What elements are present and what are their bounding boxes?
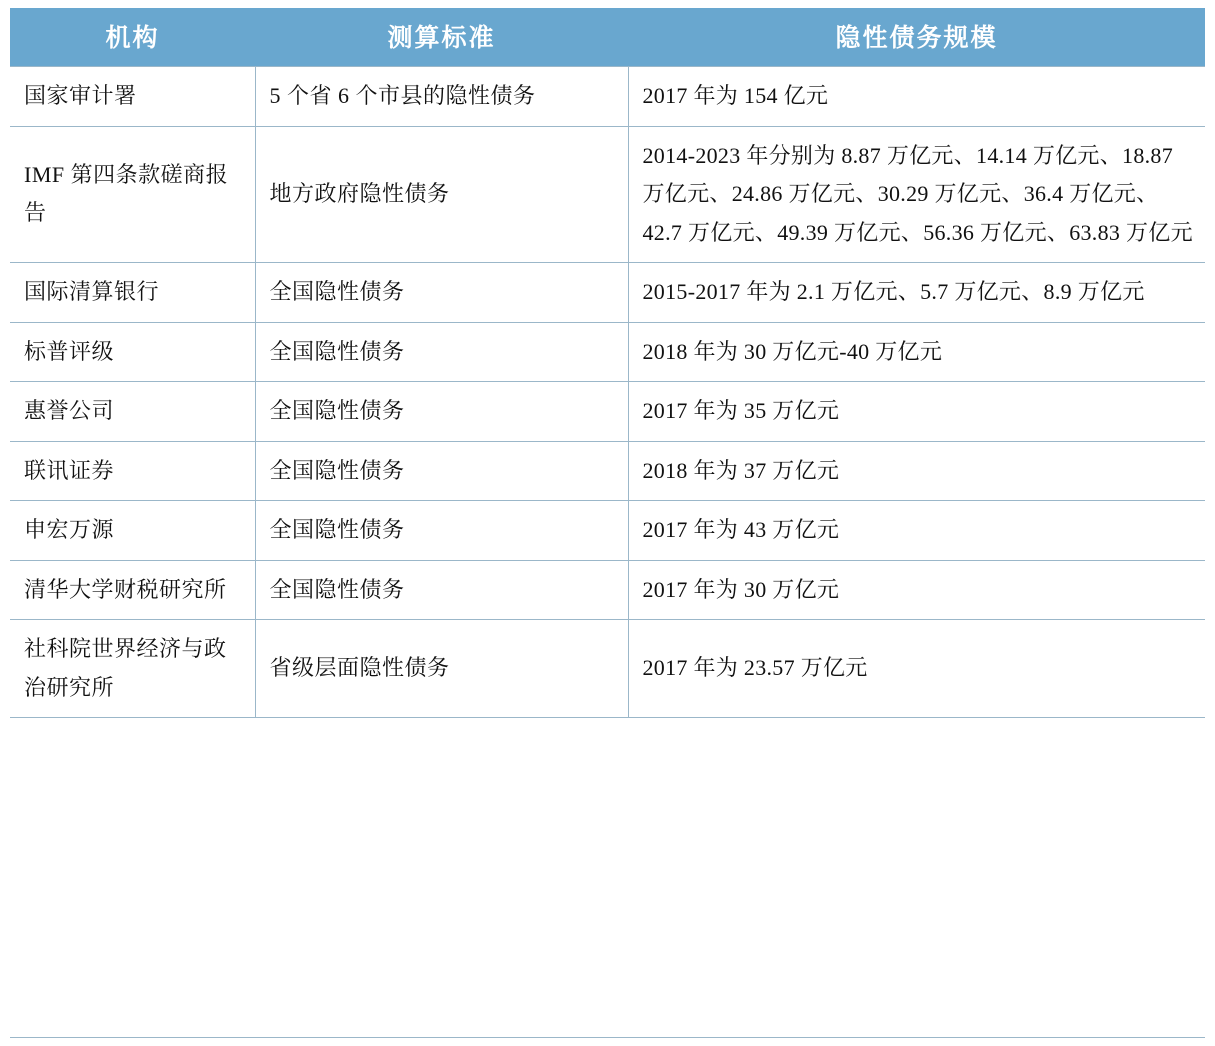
table-row (10, 501, 1205, 561)
cell-standard: 地方政府隐性债务 (255, 126, 628, 263)
column-header-scale: 隐性债务规模 (628, 8, 1205, 67)
cell-organization: 申宏万源 (10, 501, 255, 561)
bottom-divider (10, 1037, 1205, 1038)
cell-standard: 5 个省 6 个市县的隐性债务 (255, 67, 628, 127)
table-body (10, 67, 1205, 718)
cell-standard: 全国隐性债务 (255, 441, 628, 501)
cell-scale: 2018 年为 30 万亿元-40 万亿元 (628, 322, 1205, 382)
table-row (10, 620, 1205, 718)
cell-standard: 全国隐性债务 (255, 560, 628, 620)
table-row (10, 322, 1205, 382)
column-header-standard: 测算标准 (255, 8, 628, 67)
table-row (10, 382, 1205, 442)
cell-standard: 省级层面隐性债务 (255, 620, 628, 718)
cell-scale: 2017 年为 35 万亿元 (628, 382, 1205, 442)
cell-scale: 2018 年为 37 万亿元 (628, 441, 1205, 501)
cell-standard: 全国隐性债务 (255, 263, 628, 323)
cell-scale: 2015-2017 年为 2.1 万亿元、5.7 万亿元、8.9 万亿元 (628, 263, 1205, 323)
table-row (10, 560, 1205, 620)
table-header-row (10, 8, 1205, 67)
cell-organization: 清华大学财税研究所 (10, 560, 255, 620)
table-row (10, 126, 1205, 263)
cell-scale: 2017 年为 43 万亿元 (628, 501, 1205, 561)
cell-organization: IMF 第四条款磋商报告 (10, 126, 255, 263)
cell-organization: 联讯证券 (10, 441, 255, 501)
table-row (10, 441, 1205, 501)
cell-standard: 全国隐性债务 (255, 382, 628, 442)
cell-scale: 2017 年为 154 亿元 (628, 67, 1205, 127)
cell-standard: 全国隐性债务 (255, 501, 628, 561)
hidden-debt-estimates-table (10, 8, 1205, 718)
cell-scale: 2017 年为 30 万亿元 (628, 560, 1205, 620)
cell-scale: 2014-2023 年分别为 8.87 万亿元、14.14 万亿元、18.87 万亿元、24.86 万亿元、30.29 万亿元、36.4 万亿元、42.7 万亿元、49.39 万亿元、56.36 万亿元、63.83 万亿元 (628, 126, 1205, 263)
cell-organization: 惠誉公司 (10, 382, 255, 442)
cell-organization: 国际清算银行 (10, 263, 255, 323)
cell-standard: 全国隐性债务 (255, 322, 628, 382)
cell-organization: 国家审计署 (10, 67, 255, 127)
cell-organization: 标普评级 (10, 322, 255, 382)
cell-organization: 社科院世界经济与政治研究所 (10, 620, 255, 718)
table-row (10, 263, 1205, 323)
table-row (10, 67, 1205, 127)
table-header (10, 8, 1205, 67)
column-header-organization: 机构 (10, 8, 255, 67)
cell-scale: 2017 年为 23.57 万亿元 (628, 620, 1205, 718)
